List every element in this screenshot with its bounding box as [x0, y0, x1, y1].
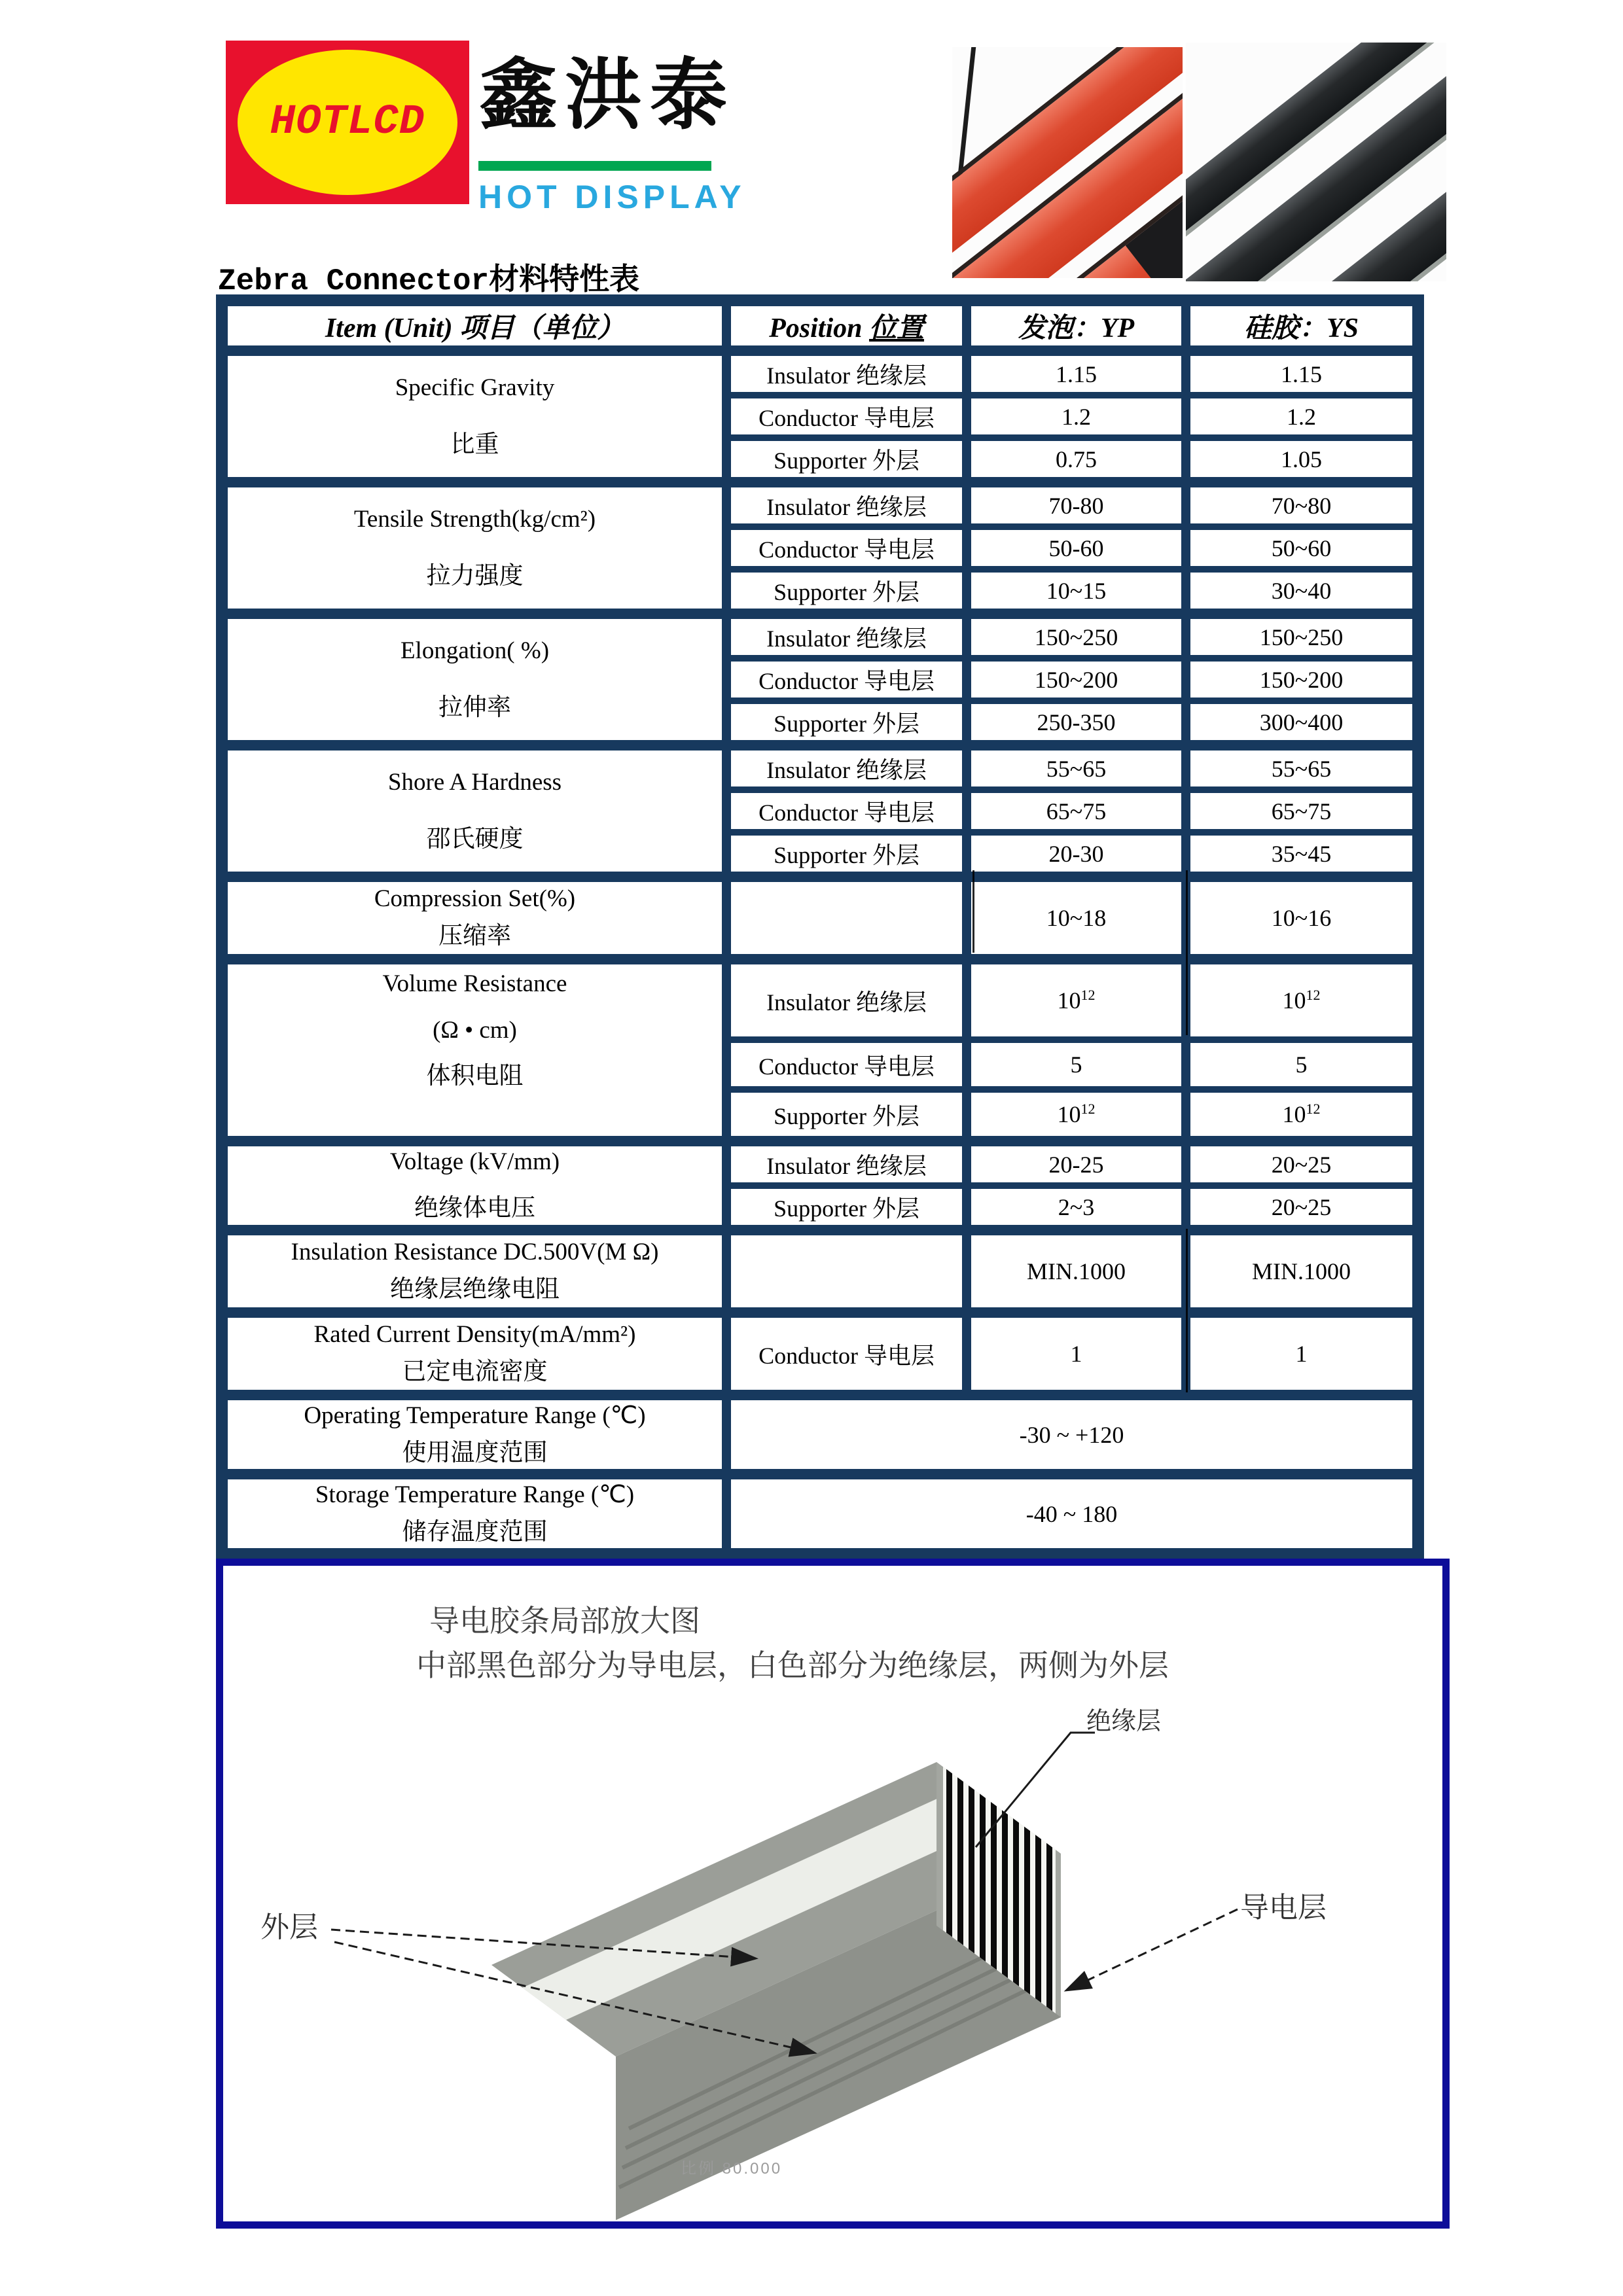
ys-value-cell: 150~250	[1186, 614, 1418, 658]
material-spec-table	[216, 294, 1424, 1560]
diagram-caption-line1: 导电胶条局部放大图	[429, 1604, 700, 1638]
position-cell: Insulator 绝缘层	[726, 959, 967, 1040]
ys-value-cell: 10~16	[1186, 877, 1418, 959]
ys-value-cell: 1	[1186, 1313, 1418, 1395]
col-header-item: Item (Unit) 项目（单位）	[222, 300, 726, 351]
item-cell: Voltage (kV/mm) 绝缘体电压	[222, 1141, 726, 1230]
page-title: Zebra Connector材料特性表	[218, 264, 640, 298]
yp-value-cell: $10^{12}$	[967, 1089, 1186, 1141]
item-cell: Elongation( %) 拉伸率	[222, 614, 726, 745]
yp-value-cell: 1	[967, 1313, 1186, 1395]
position-cell: Supporter 外层	[726, 1186, 967, 1230]
position-cell: Supporter 外层	[726, 701, 967, 745]
ys-value-cell: 35~45	[1186, 832, 1418, 877]
label-outer-layer: 外层	[260, 1911, 318, 1943]
ys-value-cell: 70~80	[1186, 482, 1418, 527]
position-cell	[726, 877, 967, 959]
label-insulator-layer: 绝缘层	[1086, 1708, 1162, 1735]
logo-ellipse	[238, 50, 457, 195]
company-logo	[226, 41, 469, 204]
ys-value-cell: 5	[1186, 1040, 1418, 1089]
position-cell: Conductor 导电层	[726, 395, 967, 438]
position-cell: Conductor 导电层	[726, 1313, 967, 1395]
yp-value-cell: 150~250	[967, 614, 1186, 658]
position-cell: Conductor 导电层	[726, 790, 967, 832]
yp-value-cell: 150~200	[967, 658, 1186, 701]
ys-value-cell: 1.2	[1186, 395, 1418, 438]
item-cell: Volume Resistance (Ω • cm) 体积电阻	[222, 959, 726, 1141]
position-cell: Conductor 导电层	[726, 527, 967, 569]
position-cell: Conductor 导电层	[726, 658, 967, 701]
yp-value-cell: 50-60	[967, 527, 1186, 569]
scan-artifact-line	[1186, 870, 1188, 1035]
item-cell: Shore A Hardness 邵氏硬度	[222, 745, 726, 877]
merged-value-cell: -40 ~ 180	[726, 1474, 1418, 1554]
position-cell: Conductor 导电层	[726, 1040, 967, 1089]
zebra-structure-diagram	[216, 1559, 1450, 2229]
merged-value-cell: -30 ~ +120	[726, 1395, 1418, 1474]
position-cell: Insulator 绝缘层	[726, 614, 967, 658]
yp-value-cell: 55~65	[967, 745, 1186, 790]
col-header-position: Position 位置	[726, 300, 967, 351]
ys-value-cell: MIN.1000	[1186, 1230, 1418, 1313]
col-header-ys: 硅胶：YS	[1186, 300, 1418, 351]
ys-value-cell: 1.05	[1186, 438, 1418, 482]
brand-green-underline	[478, 161, 711, 171]
label-conductor-layer: 导电层	[1240, 1892, 1327, 1924]
ys-value-cell: $10^{12}$	[1186, 959, 1418, 1040]
position-cell: Insulator 绝缘层	[726, 1141, 967, 1186]
ys-value-cell: 20~25	[1186, 1141, 1418, 1186]
item-cell: Compression Set(%) 压缩率	[222, 877, 726, 959]
position-cell: Supporter 外层	[726, 1089, 967, 1141]
yp-value-cell: 0.75	[967, 438, 1186, 482]
brand-name-english: HOT DISPLAY	[478, 179, 746, 215]
ys-value-cell: 55~65	[1186, 745, 1418, 790]
yp-value-cell: 5	[967, 1040, 1186, 1089]
ys-value-cell: $10^{12}$	[1186, 1089, 1418, 1141]
ys-value-cell: 150~200	[1186, 658, 1418, 701]
product-photo-red-strips	[952, 47, 1183, 278]
ys-value-cell: 1.15	[1186, 351, 1418, 395]
ys-value-cell: 65~75	[1186, 790, 1418, 832]
ys-value-cell: 50~60	[1186, 527, 1418, 569]
product-photo-black-strips	[1186, 43, 1446, 281]
yp-value-cell: 10~15	[967, 569, 1186, 614]
item-cell: Rated Current Density(mA/mm²) 已定电流密度	[222, 1313, 726, 1395]
position-cell: Supporter 外层	[726, 569, 967, 614]
yp-value-cell: 65~75	[967, 790, 1186, 832]
yp-value-cell: $10^{12}$	[967, 959, 1186, 1040]
item-cell: Operating Temperature Range (℃) 使用温度范围	[222, 1395, 726, 1474]
position-cell: Supporter 外层	[726, 832, 967, 877]
yp-value-cell: MIN.1000	[967, 1230, 1186, 1313]
ys-value-cell: 20~25	[1186, 1186, 1418, 1230]
brand-name-chinese: 鑫洪泰	[480, 52, 736, 139]
yp-value-cell: 20-25	[967, 1141, 1186, 1186]
item-cell: Storage Temperature Range (℃) 储存温度范围	[222, 1474, 726, 1554]
scan-artifact-line	[1186, 1229, 1188, 1392]
item-cell: Specific Gravity 比重	[222, 351, 726, 482]
position-cell: Insulator 绝缘层	[726, 745, 967, 790]
col-header-yp: 发泡：YP	[967, 300, 1186, 351]
position-cell: Supporter 外层	[726, 438, 967, 482]
logo-text: HOTLCD	[270, 99, 425, 146]
scale-caption: 比例 80.000	[681, 2160, 783, 2178]
position-cell: Insulator 绝缘层	[726, 351, 967, 395]
yp-value-cell: 250-350	[967, 701, 1186, 745]
position-cell	[726, 1230, 967, 1313]
ys-value-cell: 300~400	[1186, 701, 1418, 745]
conductor-leader-line	[1067, 1909, 1238, 1990]
yp-value-cell: 70-80	[967, 482, 1186, 527]
ys-value-cell: 30~40	[1186, 569, 1418, 614]
diagram-caption-line2: 中部黑色部分为导电层，白色部分为绝缘层，两侧为外层	[416, 1648, 1169, 1682]
scan-artifact-line	[972, 870, 974, 953]
yp-value-cell: 20-30	[967, 832, 1186, 877]
item-cell: Tensile Strength(kg/cm²) 拉力强度	[222, 482, 726, 614]
yp-value-cell: 1.2	[967, 395, 1186, 438]
yp-value-cell: 2~3	[967, 1186, 1186, 1230]
yp-value-cell: 1.15	[967, 351, 1186, 395]
item-cell: Insulation Resistance DC.500V(M Ω) 绝缘层绝缘电阻	[222, 1230, 726, 1313]
yp-value-cell: 10~18	[967, 877, 1186, 959]
position-cell: Insulator 绝缘层	[726, 482, 967, 527]
